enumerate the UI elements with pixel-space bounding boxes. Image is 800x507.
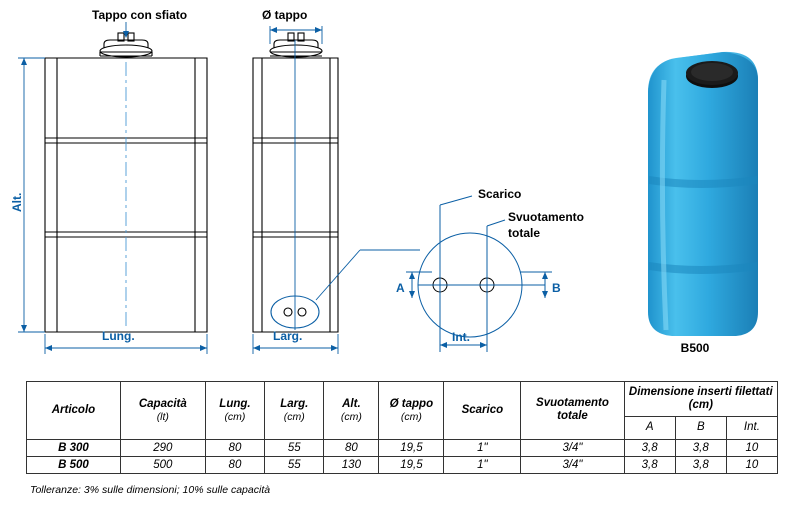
cell-inserti-b: 3,8 xyxy=(675,439,726,456)
header-lung-unit: (cm) xyxy=(224,410,246,423)
header-lung xyxy=(205,382,264,440)
table-row xyxy=(27,439,778,456)
header-capacita-unit: (lt) xyxy=(156,410,169,423)
tolerance-note: Tolleranze: 3% sulle dimensioni; 10% sulle capacità xyxy=(30,484,271,496)
label-int: Int. xyxy=(452,330,470,344)
cell-larg: 55 xyxy=(265,439,324,456)
header-capacita xyxy=(120,382,205,440)
header-inserti: Dimensione inserti filettati (cm) xyxy=(624,382,777,417)
cell-alt: 130 xyxy=(324,456,379,473)
cell-inserti-b: 3,8 xyxy=(675,456,726,473)
cell-articolo: B 500 xyxy=(27,456,121,473)
label-svuotamento-line2: totale xyxy=(508,226,541,240)
header-alt xyxy=(324,382,379,440)
label-a: A xyxy=(396,281,405,295)
cell-inserti-int: 10 xyxy=(726,439,777,456)
label-tappo-con-sfiato: Tappo con sfiato xyxy=(92,8,188,22)
label-lung: Lung. xyxy=(102,329,135,343)
tank-photo-illustration xyxy=(648,52,758,336)
header-larg-unit: (cm) xyxy=(283,410,305,423)
cell-inserti-a: 3,8 xyxy=(624,456,675,473)
header-scarico: Scarico xyxy=(444,382,521,440)
cell-lung: 80 xyxy=(205,439,264,456)
header-lung-text: Lung. xyxy=(219,397,251,410)
label-larg: Larg. xyxy=(273,329,303,343)
header-inserti-a: A xyxy=(624,417,675,439)
side-view-tank xyxy=(253,33,338,332)
cell-tappo: 19,5 xyxy=(379,439,444,456)
cell-inserti-a: 3,8 xyxy=(624,439,675,456)
cell-inserti-int: 10 xyxy=(726,456,777,473)
header-larg xyxy=(265,382,324,440)
label-alt: Alt. xyxy=(10,192,24,212)
header-capacita-text: Capacità xyxy=(138,397,187,410)
cell-tappo: 19,5 xyxy=(379,456,444,473)
label-scarico: Scarico xyxy=(478,187,522,201)
header-svuotamento: Svuotamento totale xyxy=(521,382,624,440)
header-tappo xyxy=(379,382,444,440)
cell-svuotamento: 3/4" xyxy=(521,439,624,456)
side-view-dimensions xyxy=(253,26,420,354)
cell-capacita: 500 xyxy=(120,456,205,473)
label-svuotamento-line1: Svuotamento xyxy=(508,210,585,224)
header-inserti-b: B xyxy=(675,417,726,439)
table-header-row xyxy=(27,382,778,417)
cell-articolo: B 300 xyxy=(27,439,121,456)
header-tappo-unit: (cm) xyxy=(400,410,422,423)
cell-alt: 80 xyxy=(324,439,379,456)
table-row xyxy=(27,456,778,473)
header-larg-text: Larg. xyxy=(280,397,309,410)
specifications-table-wrapper xyxy=(26,381,778,474)
cell-larg: 55 xyxy=(265,456,324,473)
cell-capacita: 290 xyxy=(120,439,205,456)
specifications-table xyxy=(26,381,778,474)
tank-photo-caption: B500 xyxy=(680,341,710,355)
header-alt-unit: (cm) xyxy=(340,410,362,423)
front-view-dimensions xyxy=(18,22,207,354)
cell-lung: 80 xyxy=(205,456,264,473)
header-alt-text: Alt. xyxy=(342,397,361,410)
cell-scarico: 1" xyxy=(444,456,521,473)
header-articolo: Articolo xyxy=(27,382,121,440)
label-b: B xyxy=(552,281,561,295)
cell-svuotamento: 3/4" xyxy=(521,456,624,473)
label-diametro-tappo: Ø tappo xyxy=(262,8,308,22)
cell-scarico: 1" xyxy=(444,439,521,456)
header-inserti-int: Int. xyxy=(726,417,777,439)
header-tappo-text: Ø tappo xyxy=(389,397,434,410)
